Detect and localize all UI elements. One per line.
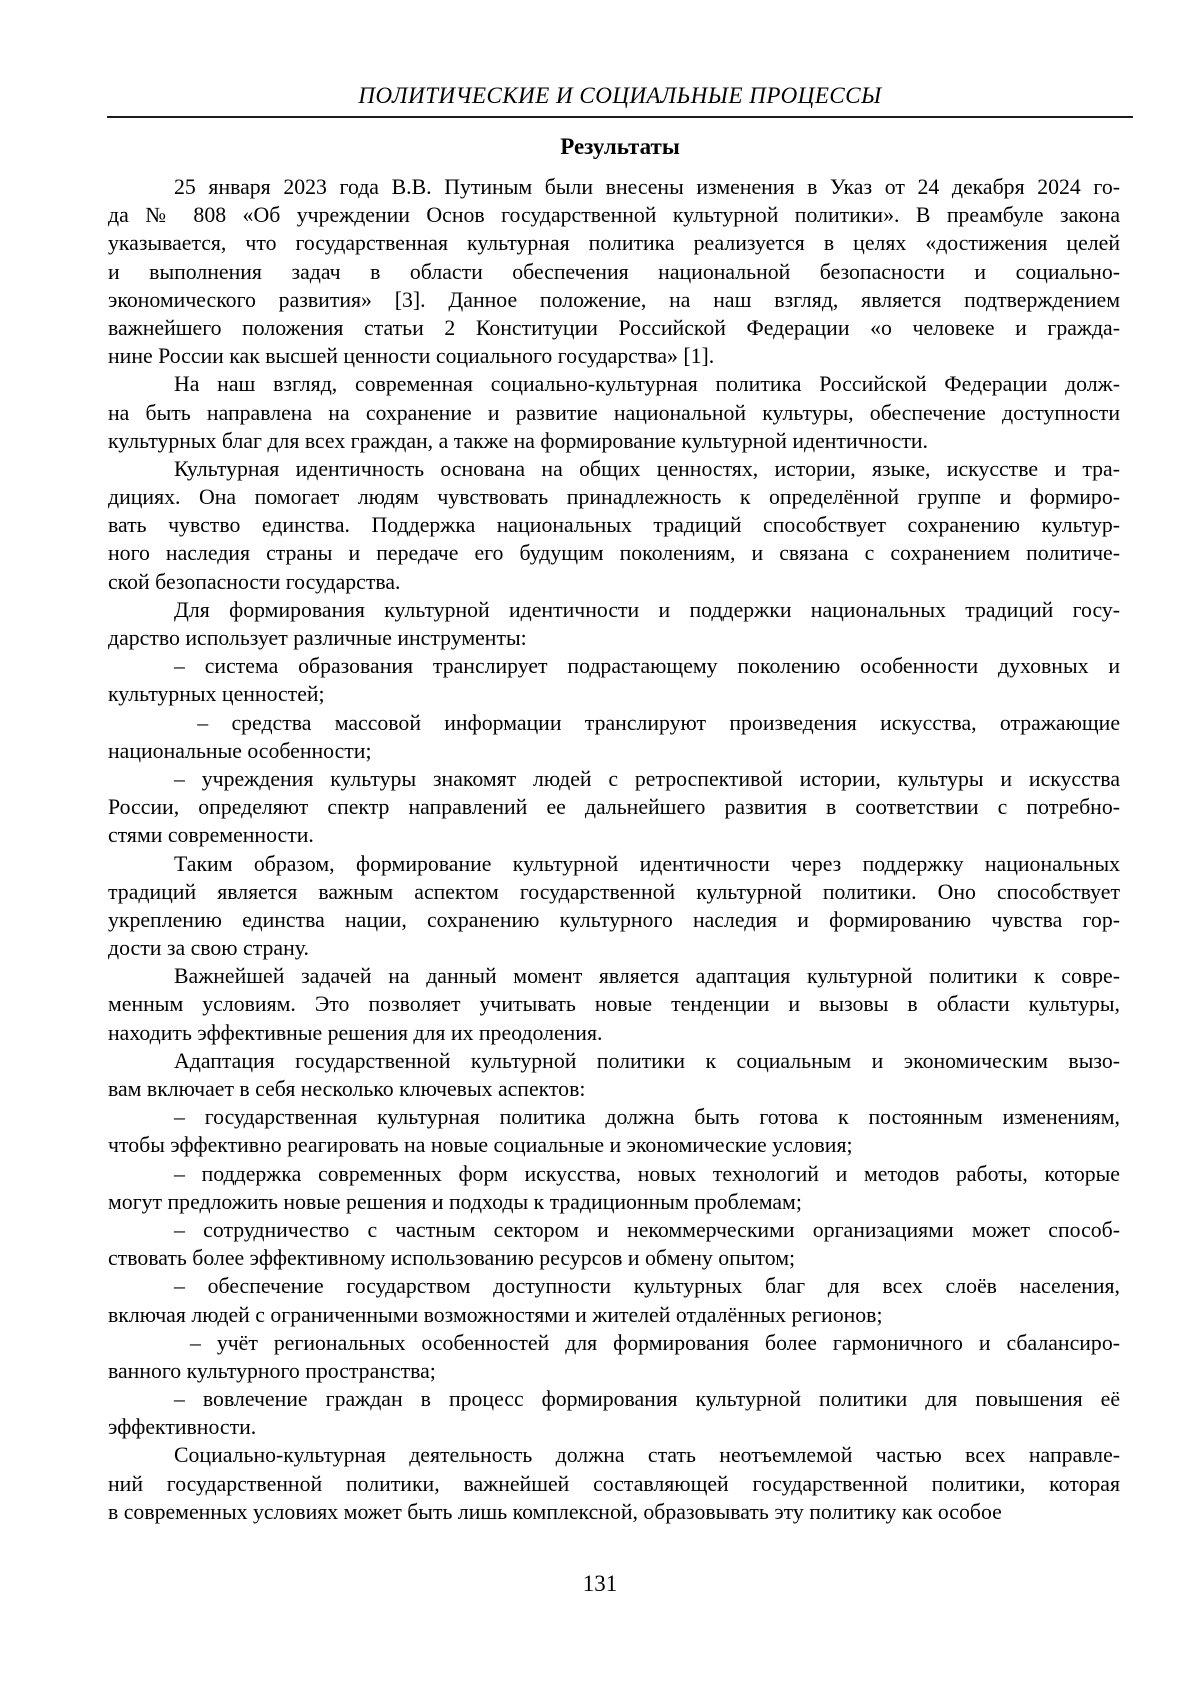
text-line: включая людей с ограниченными возможностями и жителей отдалённых регионов; [108, 1302, 883, 1327]
text-line: национальные особенности; [108, 738, 372, 763]
list-item [108, 1385, 1120, 1441]
text-line: дости за свою страну. [108, 936, 309, 961]
text-line: Таким образом, формирование культурной идентичности через поддержку национальных [174, 851, 1120, 876]
text-line: стями современности. [108, 823, 314, 848]
text-line: ствовать более эффективному использованию ресурсов и обмену опытом; [108, 1246, 796, 1271]
text-line: эффективности. [108, 1415, 257, 1440]
paragraph [108, 1047, 1120, 1103]
text-line: Для формирования культурной идентичности и поддержки национальных традиций госу- [174, 597, 1120, 622]
list-item [108, 1160, 1120, 1216]
running-header-title: ПОЛИТИЧЕСКИЕ И СОЦИАЛЬНЫЕ ПРОЦЕССЫ [358, 83, 882, 108]
text-line: чтобы эффективно реагировать на новые социальные и экономические условия; [108, 1133, 853, 1158]
text-line: менным условиям. Это позволяет учитывать новые тенденции и вызовы в области культуры, [108, 992, 1120, 1017]
list-item [108, 1216, 1120, 1272]
paragraph [108, 173, 1120, 370]
text-line: да № 808 «Об учреждении Основ государственной культурной политики». В преамбуле закона [108, 203, 1120, 228]
text-line: – учёт региональных особенностей для формирования более гармоничного и сбалансиро- [174, 1330, 1120, 1355]
paragraph [108, 962, 1120, 1047]
text-line: укреплению единства нации, сохранению культурного наследия и формированию чувства гор- [108, 907, 1120, 932]
text-line: Социально-культурная деятельность должна стать неотъемлемой частью всех направле- [174, 1443, 1120, 1468]
text-line: дициях. Она помогает людям чувствовать принадлежность к определённой группе и формиро- [108, 485, 1120, 510]
text-line: экономического развития» [3]. Данное положение, на наш взгляд, является подтверждением [108, 287, 1120, 312]
text-line: – обеспечение государством доступности культурных благ для всех слоёв населения, [174, 1274, 1120, 1299]
paragraph [108, 455, 1120, 596]
paragraph [108, 850, 1120, 963]
paragraph [108, 1441, 1120, 1526]
text-line: важнейшего положения статьи 2 Конституции Российской Федерации «о человеке и гражда- [108, 315, 1120, 340]
text-line: дарство использует различные инструменты: [108, 626, 527, 650]
text-line: – учреждения культуры знакомят людей с ретроспективой истории, культуры и искусства [174, 766, 1120, 791]
list-item [108, 652, 1120, 708]
paragraph [108, 596, 1120, 652]
text-line: – государственная культурная политика должна быть готова к постоянным изменениям, [174, 1105, 1120, 1130]
text-line: в современных условиях может быть лишь комплексной, образовывать эту политику как особое [108, 1499, 1002, 1524]
text-line: – средства массовой информации транслируют произведения искусства, отражающие [174, 710, 1120, 735]
text-line: ний государственной политики, важнейшей составляющей государственной политики, которая [108, 1471, 1120, 1496]
text-line: находить эффективные решения для их преодоления. [108, 1020, 603, 1045]
paragraph [108, 370, 1120, 455]
section-title: Результаты [560, 134, 680, 159]
text-line: – поддержка современных форм искусства, новых технологий и методов работы, которые [174, 1161, 1120, 1186]
text-line: Важнейшей задачей на данный момент является адаптация культурной политики к совре- [174, 964, 1120, 989]
text-line: ванного культурного пространства; [108, 1358, 436, 1383]
text-line: России, определяют спектр направлений ее дальнейшего развития в соответствии с потребно- [108, 795, 1120, 820]
document-body [108, 173, 1120, 1526]
list-item [108, 709, 1120, 765]
text-line: указывается, что государственная культурная политика реализуется в целях «достижения целей [108, 231, 1120, 256]
text-line: и выполнения задач в области обеспечения национальной безопасности и социально- [108, 259, 1120, 284]
text-line: культурных благ для всех граждан, а также на формирование культурной идентичности. [108, 428, 929, 453]
text-line: вам включает в себя несколько ключевых аспектов: [108, 1077, 586, 1101]
page-header [107, 0, 1133, 118]
text-line: нине России как высшей ценности социального государства» [1]. [108, 344, 715, 369]
text-line: Адаптация государственной культурной политики к социальным и экономическим вызо- [174, 1048, 1120, 1073]
text-line: традиций является важным аспектом государственной культурной политики. Оно способствует [108, 879, 1120, 904]
text-line: На наш взгляд, современная социально-культурная политика Российской Федерации долж- [174, 372, 1120, 397]
text-line: – вовлечение граждан в процесс формирования культурной политики для повышения её [174, 1387, 1120, 1412]
list-item [108, 765, 1120, 850]
list-item [108, 1103, 1120, 1159]
text-line: вать чувство единства. Поддержка национальных традиций способствует сохранению культур- [108, 513, 1120, 538]
text-line: на быть направлена на сохранение и развитие национальной культуры, обеспечение доступности [108, 400, 1120, 425]
list-item [108, 1272, 1120, 1328]
text-line: ного наследия страны и передаче его будущим поколениям, и связана с сохранением политиче- [108, 541, 1120, 566]
text-line: – система образования транслирует подрастающему поколению особенности духовных и [174, 654, 1120, 679]
text-line: Культурная идентичность основана на общих ценностях, истории, языке, искусстве и тра- [174, 456, 1120, 481]
list-item [108, 1329, 1120, 1385]
text-line: 25 января 2023 года В.В. Путиным были внесены изменения в Указ от 24 декабря 2024 го- [174, 175, 1120, 199]
text-line: культурных ценностей; [108, 682, 325, 707]
page-number: 131 [582, 1571, 618, 1596]
text-line: ской безопасности государства. [108, 569, 401, 594]
text-line: – сотрудничество с частным сектором и некоммерческими организациями может способ- [174, 1217, 1120, 1242]
text-line: могут предложить новые решения и подходы к традиционным проблемам; [108, 1189, 802, 1214]
